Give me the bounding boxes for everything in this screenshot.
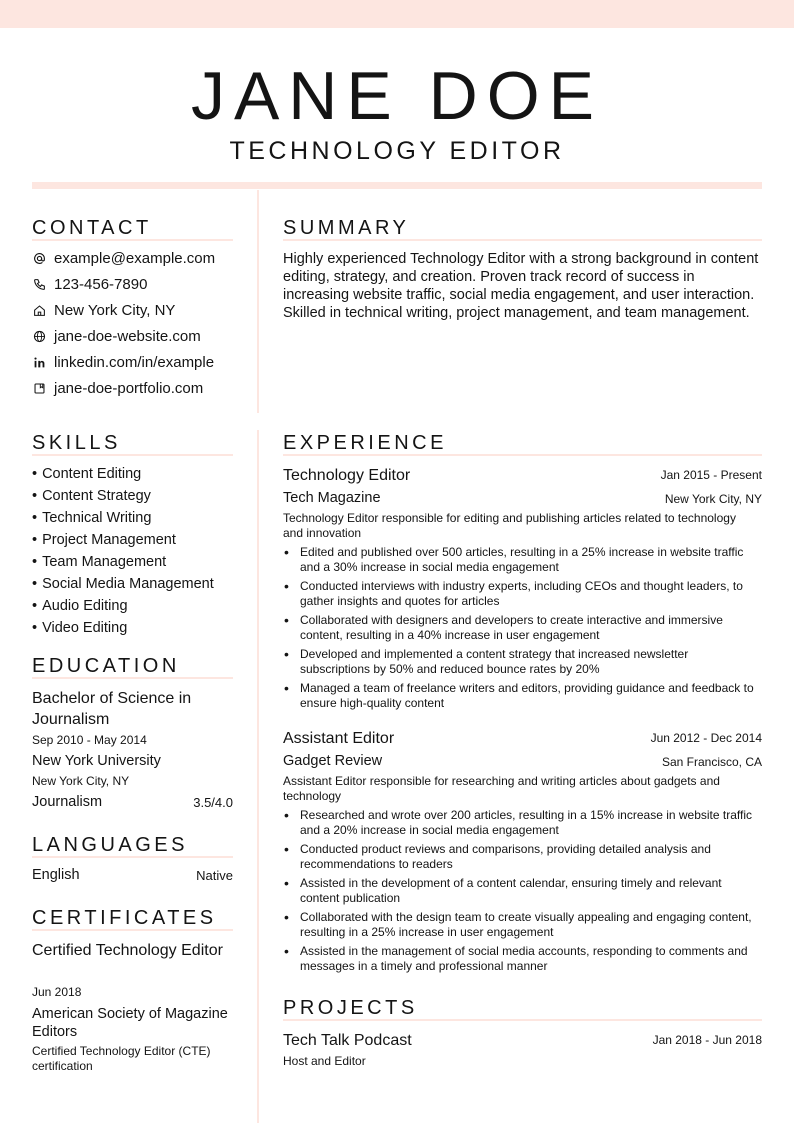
language-level: Native	[196, 868, 233, 883]
contact-email[interactable]	[32, 248, 215, 268]
job-bullet: • Collaborated with designers and developers to create interactive and immersive content, resulting in a 40% increase in user engagement	[283, 613, 761, 643]
job-bullet: • Researched and wrote over 200 articles, resulting in a 15% increase in website traffic and a 20% increase in social media engagement	[283, 808, 761, 838]
skill-item: • Content Strategy	[32, 487, 151, 505]
contact-linkedin-text: linkedin.com/in/example	[54, 353, 215, 371]
language-name: English	[32, 867, 80, 883]
job-title: Technology Editor	[283, 467, 411, 484]
education-rule	[32, 677, 233, 679]
skill-item: • Content Editing	[32, 465, 141, 483]
projects-rule	[283, 1019, 762, 1021]
summary-text: Highly experienced Technology Editor with a strong background in content editing, strategy, and creation. Proven track record of success in increasing website traffic, social media engagement, and user interaction. Skilled in technical writing, project management, and team management.	[283, 251, 759, 321]
contact-location-text: New York City, NY	[54, 301, 176, 319]
job-bullet: • Collaborated with the design team to create visually appealing and engaging content, resulting in a 25% increase in user engagement	[283, 910, 761, 940]
contact-rule	[32, 239, 233, 241]
education-heading: EDUCATION	[32, 655, 180, 677]
contact-website-text: jane-doe-website.com	[54, 327, 201, 345]
job-bullet: • Developed and implemented a content strategy that increased newsletter subscriptions by 50% and reduced bounce rates by 20%	[283, 647, 761, 677]
project-name: Tech Talk Podcast	[283, 1032, 412, 1049]
job-dates: Jun 2012 - Dec 2014	[650, 731, 762, 745]
education-gpa: 3.5/4.0	[193, 795, 233, 810]
job-dates: Jan 2015 - Present	[660, 468, 762, 482]
job-bullets	[283, 545, 761, 715]
certificate-date: Jun 2018	[32, 985, 82, 999]
home-icon	[32, 303, 46, 317]
job-bullet: • Conducted product reviews and comparisons, providing detailed analysis and recommendations to readers	[283, 842, 761, 872]
contact-linkedin[interactable]	[32, 352, 214, 372]
skill-item: • Video Editing	[32, 619, 127, 637]
education-location: New York City, NY	[32, 774, 130, 788]
contact-email-text: example@example.com	[54, 249, 216, 267]
header-divider	[32, 182, 762, 189]
top-accent-band	[0, 0, 794, 28]
contact-heading: CONTACT	[32, 217, 152, 239]
at-icon	[32, 251, 46, 265]
skill-item: • Team Management	[32, 553, 166, 571]
job-location: New York City, NY	[664, 492, 762, 506]
experience-heading: EXPERIENCE	[283, 432, 447, 454]
job-location: San Francisco, CA	[661, 755, 762, 769]
job-company: Tech Magazine	[283, 490, 381, 506]
skills-rule	[32, 454, 233, 456]
experience-rule	[283, 454, 762, 456]
summary-heading: SUMMARY	[283, 217, 410, 239]
project-dates: Jan 2018 - Jun 2018	[652, 1033, 762, 1047]
certificates-heading: CERTIFICATES	[32, 907, 217, 929]
education-degree: Bachelor of Science in Journalism	[32, 690, 192, 728]
education-dates: Sep 2010 - May 2014	[32, 733, 147, 747]
job-bullet: • Assisted in the management of social media accounts, responding to comments and messages in a timely and professional manner	[283, 944, 761, 974]
candidate-title: TECHNOLOGY EDITOR	[229, 137, 565, 165]
job-bullet: • Assisted in the development of a content calendar, ensuring timely and relevant content publication	[283, 876, 761, 906]
certificate-issuer: American Society of Magazine Editors	[32, 1006, 228, 1040]
skills-heading: SKILLS	[32, 432, 121, 454]
contact-website[interactable]	[32, 326, 201, 346]
skill-item: • Project Management	[32, 531, 176, 549]
summary-rule	[283, 239, 762, 241]
column-divider-bottom	[257, 430, 259, 1123]
contact-location	[32, 300, 175, 320]
languages-heading: LANGUAGES	[32, 834, 188, 856]
job-company: Gadget Review	[283, 753, 383, 769]
job-description: Technology Editor responsible for editing and publishing articles related to technology and innovation	[283, 511, 736, 540]
portfolio-icon	[32, 381, 46, 395]
certificate-description: Certified Technology Editor (CTE) certification	[32, 1044, 211, 1073]
languages-rule	[32, 856, 233, 858]
column-divider-top	[257, 190, 259, 413]
job-bullet: • Managed a team of freelance writers and editors, providing guidance and feedback to ensure high-quality content	[283, 681, 761, 711]
candidate-name: JANE DOE	[190, 58, 604, 134]
certificate-name: Certified Technology Editor	[32, 942, 223, 959]
globe-icon	[32, 329, 46, 343]
job-bullets	[283, 808, 761, 978]
job-bullet: • Conducted interviews with industry experts, including CEOs and thought leaders, to gather insights and quotes for articles	[283, 579, 761, 609]
contact-phone-text: 123-456-7890	[54, 275, 148, 293]
contact-portfolio[interactable]	[32, 378, 203, 398]
education-school: New York University	[32, 753, 161, 769]
job-bullet: • Edited and published over 500 articles, resulting in a 25% increase in website traffic and a 30% increase in social media engagement	[283, 545, 761, 575]
phone-icon	[32, 277, 46, 291]
job-title: Assistant Editor	[283, 730, 395, 747]
project-role: Host and Editor	[283, 1054, 366, 1068]
skill-item: • Technical Writing	[32, 509, 151, 527]
linkedin-icon	[32, 355, 46, 369]
skill-item: • Audio Editing	[32, 597, 128, 615]
education-field: Journalism	[32, 794, 103, 810]
skill-item: • Social Media Management	[32, 575, 214, 593]
job-description: Assistant Editor responsible for researching and writing articles about gadgets and technology	[283, 774, 720, 803]
contact-phone[interactable]	[32, 274, 147, 294]
certificates-rule	[32, 929, 233, 931]
projects-heading: PROJECTS	[283, 997, 418, 1019]
contact-portfolio-text: jane-doe-portfolio.com	[54, 379, 204, 397]
